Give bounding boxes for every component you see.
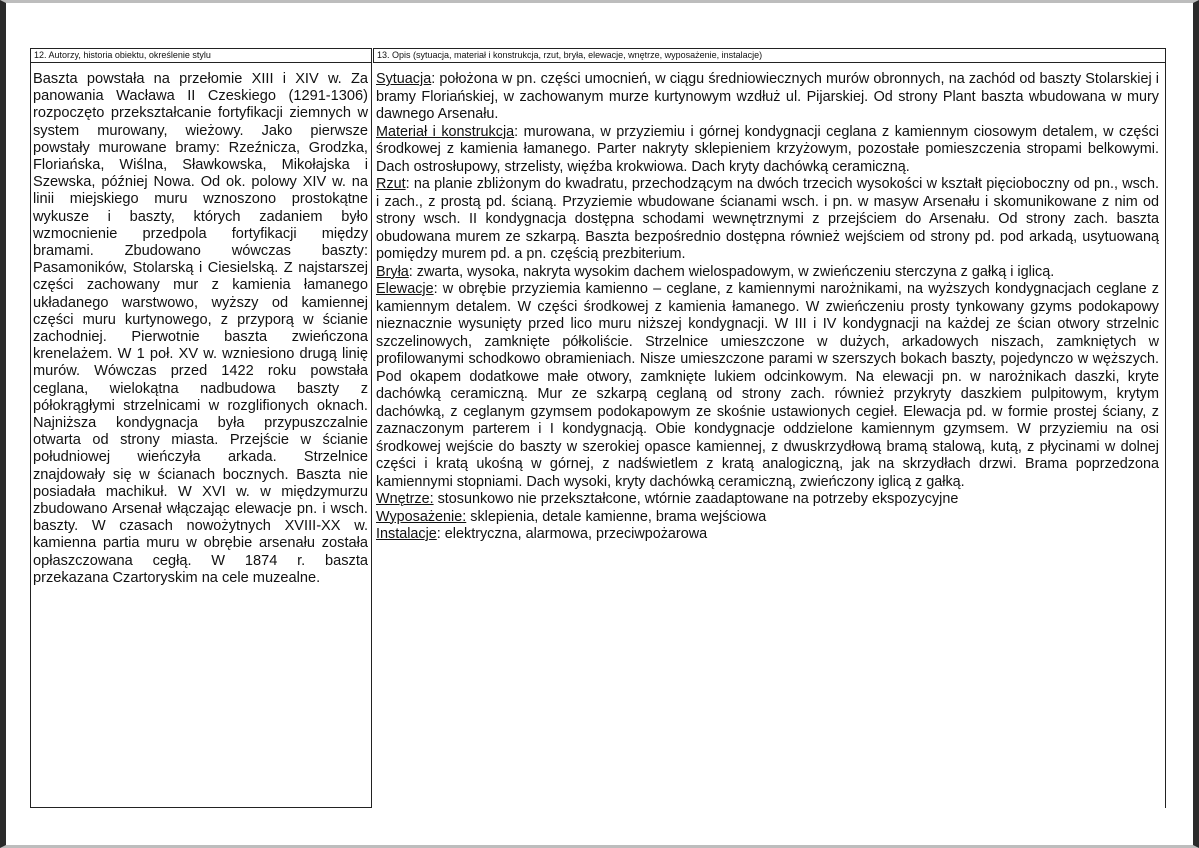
section-bryla [376, 264, 1159, 282]
history-text: Baszta powstała na przełomie XIII i XIV w. Za panowania Wacława II Czeskiego (1291-1306) rozpoczęto przekształcanie fortyfikacji ziemnych w system murowany, wieżowy. Jako pierwsze powstały murowane bramy: Rzeźnicza, Grodzka, Floriańska, Wiślna, Sławkowska, Mikołajska i Szewska, później Nowa. Od ok. polowy XIV w. na linii miejskiego muru wznoszono prostokątne wykusze i baszty, których zadaniem było wzmocnienie przedpola fortyfikacji między bramami. Zbudowano wówczas baszty: Pasamoników, Stolarską i Ciesielską. Z najstarszej części zachowany mur z kamienia łamanego układanego warstwowo, wyższy od kamiennej części muru kurtynowego, z przyporą w ścianie zachodniej. Pierwotnie baszta zwieńczona krenelażem. W 1 poł. XV w. wzniesiono drugą linię murów. Wówczas przed 1422 roku powstała ceglana, wielokątna nadbudowa baszty z półokrągłymi strzelnicami w rozglifionych oknach. Najniższa kondygnacja była przypuszczalnie otwarta od strony miasta. Przejście w ścianie południowej wieńczyła arkada. Strzelnice znajdowały się w ścianach bocznych. Baszta nie posiadała machikuł. W XVI w. w międzymurzu zbudowano Arsenał włączając elewacje pn. i wsch. baszty. W czasach nowożytnych XVIII-XX w. kamienna partia muru w obrębie arsenału została opłaszczowana cegłą. W 1874 r. baszta przekazana Czartoryskim na cele muzealne. [33, 71, 368, 586]
section-label: Wnętrze: [376, 491, 434, 507]
section-rzut [376, 176, 1159, 264]
section-text: : zwarta, wysoka, nakryta wysokim dachem wielospadowym, w zwieńczeniu sterczyna z gałką i iglicą. [408, 263, 1055, 280]
section-text: : położona w pn. części umocnień, w ciągu średniowiecznych murów obronnych, na zachód od baszty Stolarskiej i bramy Floriańskiej, w zachowanym murze kurtynowym wzdłuż ul. Pijarskiej. Od strony Plant baszta wbudowana w mury dawnego Arsenału. [376, 71, 1159, 122]
section-text: : w obrębie przyziemia kamienno – ceglane, z kamiennymi narożnikami, na wyższych kondygnacjach ceglane z kamiennym detalem. W części środkowej z kamienia łamanego. W zwieńczeniu prosty tynkowany gzyms podokapowy nieznacznie wysunięty przed lico muru niższej kondygnacji. W III i IV kondygnacji na każdej ze ścian otwory strzelnic szczelinowych, zamknięte półkoliście. Strzelnice umieszczone w dużych, arkadowych niszach, zamkniętych w profilowanymi schodkowo obramieniach. Nisze umieszczone parami w szerszych bokach baszty, pojedynczo w węższych. Pod okapem dodatkowe małe otwory, zamknięte lukiem odcinkowym. Na elewacji pn. w narożnikach daszki, kryte dachówką ceramiczną. Mur ze szkarpą ceglaną od strony zach. również przykryty daszkiem pulpitowym, krytym dachówką, z ceglanym gzymsem podokapowym ze skośnie ustawionych cegieł. Elewacja pd. w formie prostej ściany, z zaznaczonym parterem i I kondygnacją. Obie kondygnacje oddzielone kamiennym gzymsem. W przyziemiu na osi środkowej wejście do baszty w szerokiej opasce kamiennej, z dwuskrzydłową bramą stalową, kutą, z płycinami w dolnej części i kratą ukośną w górnej, z nadświetlem z kratą analogiczną, jak na skrzydłach drzwi. Brama poprzedzona kamiennymi stopniami. Dach wysoki, kryty dachówką ceramiczną, zwieńczony iglicą z gałką. [376, 281, 1159, 490]
section-elewacje [376, 281, 1159, 491]
section-label: Sytuacja [376, 71, 432, 87]
section-label: Rzut [376, 176, 406, 192]
section-text: stosunkowo nie przekształcone, wtórnie zaadaptowane na potrzeby ekspozycyjne [433, 491, 959, 507]
section-label: Instalacje [376, 526, 437, 542]
section-instalacje [376, 526, 1159, 544]
section-label: Wyposażenie: [376, 508, 467, 525]
section-sytuacja [376, 71, 1159, 124]
section-label: Materiał i konstrukcja [376, 123, 515, 140]
section-text: : na planie zbliżonym do kwadratu, przechodzącym na dwóch trzecich wysokości w kształt pięcioboczny od pn., wsch. i zach., z prostą pd. ścianą. Przyziemie wbudowane ścianami wsch. i pn. w masyw Arsenału i skomunikowane z nim od strony wsch. II kondygnacja dostępna schodami wewnętrznymi z przejściem do Arsenału. Od strony zach. baszta obudowana murem ze szkarpą. Baszta bezpośrednio dostępna również wejściem od strony pd. pod arkadą, usytuowaną pomiędzy murem pd. a pn. częścią prezbiterium. [376, 176, 1159, 262]
description-header: 13. Opis (sytuacja, materiał i konstrukcja, rzut, bryła, elewacje, wnętrze, wyposażenie, instalacje) [373, 48, 1165, 63]
section-material [376, 124, 1159, 177]
description-column [373, 48, 1166, 808]
section-text: : murowana, w przyziemiu i górnej kondygnacji ceglana z kamiennym ciosowym detalem, w części środkowej z kamienia łamanego. Parter nakryty sklepieniem krzyżowym, pozostałe pomieszczenia stropami belkowymi. Dach ostrosłupowy, strzelisty, więźba krokwiowa. Dach kryty dachówką ceramiczną. [376, 123, 1159, 175]
section-text: sklepienia, detale kamienne, brama wejściowa [466, 508, 767, 525]
description-body [373, 63, 1165, 544]
section-label: Bryła [376, 263, 409, 280]
section-wyposazenie [376, 509, 1159, 527]
section-text: : elektryczna, alarmowa, przeciwpożarowa [436, 526, 708, 542]
history-column [30, 48, 372, 808]
section-wnetrze [376, 491, 1159, 509]
section-label: Elewacje [376, 281, 434, 297]
history-header: 12. Autorzy, historia obiektu, określenie stylu [31, 48, 371, 63]
